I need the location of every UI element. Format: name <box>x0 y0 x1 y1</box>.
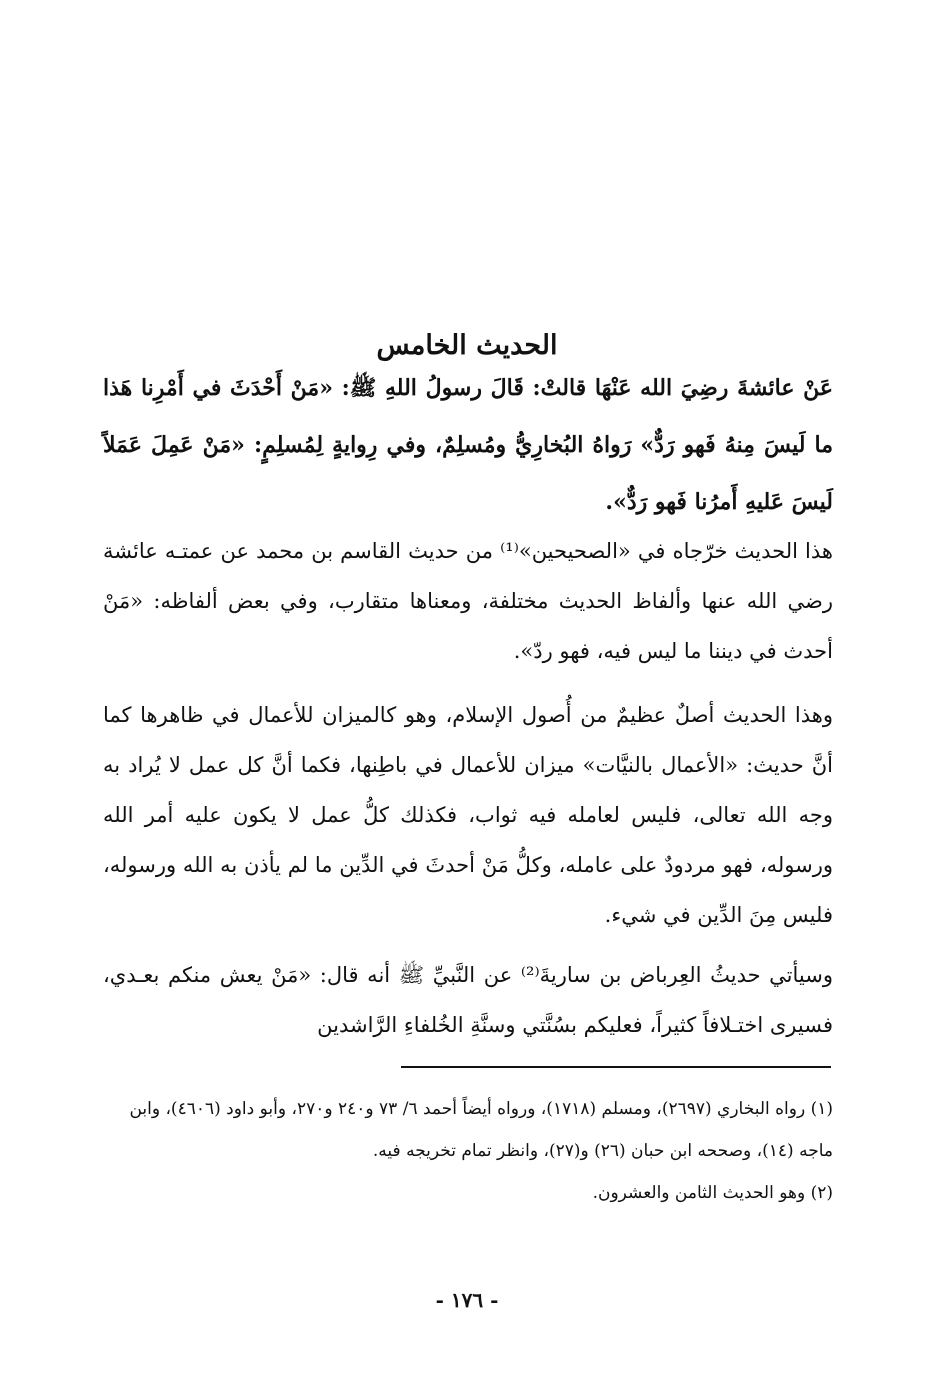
commentary-paragraph-1: هذا الحديث خرّجاه في «الصحيحين»⁽¹⁾ من حديث القاسم بن محمد عن عمتـه عائشة رضي الله عنها وألفاظ الحديث مختلفة، ومعناها متقارب، وفي بعض ألفاظه: «مَنْ أحدث في ديننا ما ليس فيه، فهو ردّ». <box>103 539 833 663</box>
commentary-paragraph-3: وسيأتي حديثُ العِرباض بن ساريةَ⁽²⁾ عن النَّبيِّ ﷺ أنه قال: «مَنْ يعش منكم بعـدي، فسيرى اختـلافاً كثيراً، فعليكم بسُنَّتي وسنَّةِ الخُلفاءِ الرَّاشدين <box>103 963 833 1037</box>
hadith-text: عَنْ عائشةَ رضِيَ الله عَنْهَا قالتْ: قَالَ رسولُ اللهِ ﷺ: «مَنْ أَحْدَثَ في أَمْرِنا هَذا ما لَيسَ مِنهُ فَهو رَدٌّ» رَواهُ البُخارِيُّ ومُسلِمٌ، وفي رِوايةٍ لِمُسلِمٍ: «مَنْ عَمِلَ عَمَلاً لَيسَ عَليهِ أَمرُنا فَهو رَدٌّ». <box>103 375 833 515</box>
footnote-2: (٢) وهو الحديث الثامن والعشرون. <box>592 1183 833 1203</box>
footnote-1: (١) رواه البخاري (٢٦٩٧)، ومسلم (١٧١٨)، ورواه أيضاً أحمد ٦/ ٧٣ و٢٤٠ و٢٧٠، وأبو داود (٤٦٠٦)، وابن ماجه (١٤)، وصححه ابن حبان (٢٦) و(٢٧)، وانظر تمام تخريجه فيه. <box>129 1099 833 1161</box>
footnote-divider <box>401 1066 831 1068</box>
commentary-paragraph-2: وهذا الحديث أصلٌ عظيمٌ من أُصول الإسلام، وهو كالميزان للأعمال في ظاهرها كما أنَّ حديث: «الأعمال بالنيَّات» ميزان للأعمال في باطِنها، فكما أنَّ كل عمل لا يُراد به وجه الله تعالى، فليس لعامله فيه ثواب، فكذلك كلُّ عمل لا يكون عليه أمر الله ورسوله، فهو مردودٌ على عامله، وكلُّ مَنْ أحدثَ في الدِّين ما لم يأذن به الله ورسوله، فليس مِنَ الدِّين في شيء. <box>103 703 833 927</box>
chapter-title: الحديث الخامس <box>376 330 558 362</box>
footnotes <box>103 1088 833 1214</box>
page-number: - ١٧٦ - <box>435 1288 499 1312</box>
